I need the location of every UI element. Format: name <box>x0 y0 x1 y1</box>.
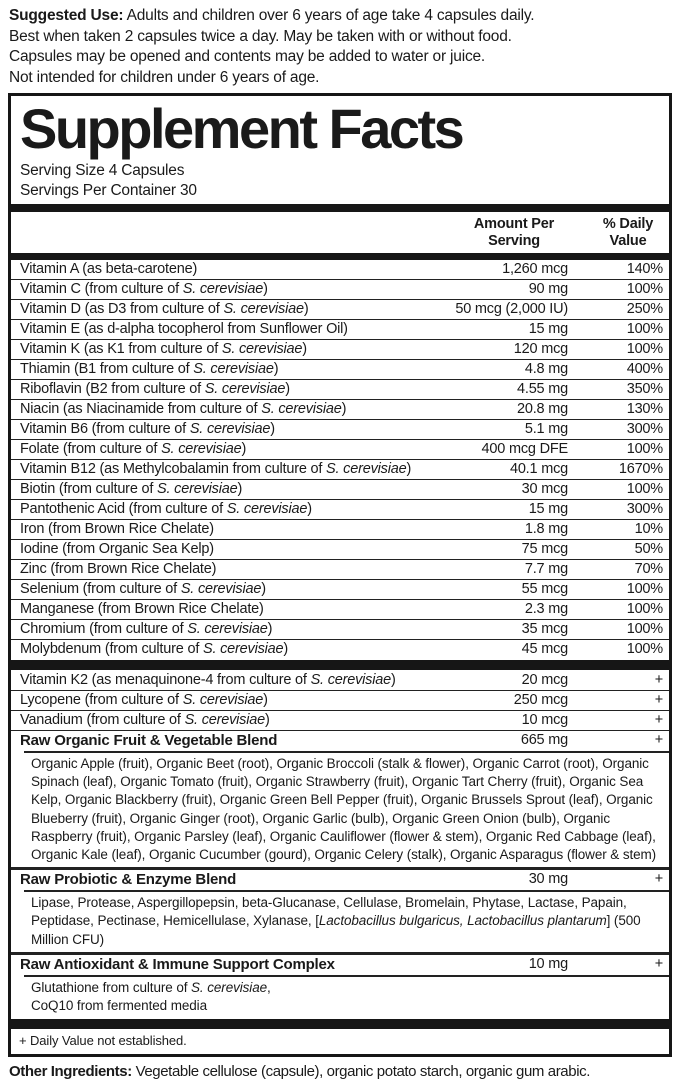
table-row <box>11 952 669 975</box>
row-amount: 45 mcg <box>521 641 568 657</box>
row-amount: 15 mg <box>528 501 568 517</box>
row-amount: 250 mcg <box>513 692 568 708</box>
table-row <box>11 359 669 379</box>
row-daily-value: 300% <box>626 501 663 517</box>
row-name: Biotin (from culture of S. cerevisiae) <box>20 481 243 497</box>
row-daily-value: 300% <box>626 421 663 437</box>
row-name: Vanadium (from culture of S. cerevisiae) <box>20 712 270 728</box>
row-name: Vitamin K2 (as menaquinone-4 from culture of S. cerevisiae) <box>20 672 396 688</box>
row-daily-value: 100% <box>626 641 663 657</box>
table-row <box>11 710 669 730</box>
row-daily-value: + <box>654 692 663 708</box>
row-daily-value: 1670% <box>618 461 663 477</box>
suggested-use-text: Adults and children over 6 years of age take 4 capsules daily. Best when taken 2 capsules twice a day. May be taken with or without food. Capsules may be opened and contents may be added to water or juice. Not intended for children under 6 years of age. <box>9 7 535 86</box>
table-row <box>11 539 669 559</box>
row-amount: 5.1 mg <box>524 421 568 437</box>
row-daily-value: 100% <box>626 441 663 457</box>
row-amount: 1,260 mcg <box>502 261 568 277</box>
row-amount: 30 mcg <box>521 481 568 497</box>
row-name: Vitamin B12 (as Methylcobalamin from culture of S. cerevisiae) <box>20 461 412 477</box>
row-name: Thiamin (B1 from culture of S. cerevisiae) <box>20 361 279 377</box>
servings-per-container: Servings Per Container 30 <box>20 181 197 199</box>
supplement-facts-panel <box>8 93 672 1057</box>
row-name: Chromium (from culture of S. cerevisiae) <box>20 621 273 637</box>
row-name: Selenium (from culture of S. cerevisiae) <box>20 581 266 597</box>
header-divider-bottom <box>11 253 669 260</box>
table-row <box>11 260 669 279</box>
row-daily-value: 350% <box>626 381 663 397</box>
panel-title: Supplement Facts <box>20 97 463 160</box>
other-ingredients <box>8 1062 672 1081</box>
suggested-use <box>8 6 672 88</box>
table-row <box>11 399 669 419</box>
section-divider <box>11 660 669 670</box>
blend-ingredients: Lipase, Protease, Aspergillopepsin, beta-Glucanase, Cellulase, Bromelain, Phytase, Lactase, Papain, Peptidase, Pectinase, Hemicellulase, Xylanase, [Lactobacillus bulgaricus, Lactobacillus plantarum] (500 Million CFU) <box>24 890 669 952</box>
table-row <box>11 439 669 459</box>
facts-rows <box>11 260 669 1029</box>
row-name: Vitamin K (as K1 from culture of S. cerevisiae) <box>20 341 307 357</box>
row-daily-value: 100% <box>626 341 663 357</box>
table-row <box>11 339 669 359</box>
column-header-row <box>11 212 669 253</box>
row-name: Raw Antioxidant & Immune Support Complex <box>20 955 335 973</box>
row-amount: 10 mg <box>528 955 568 972</box>
row-name: Raw Organic Fruit & Vegetable Blend <box>20 732 278 749</box>
row-daily-value: 100% <box>626 601 663 617</box>
row-name: Folate (from culture of S. cerevisiae) <box>20 441 247 457</box>
table-row <box>11 319 669 339</box>
row-name: Iron (from Brown Rice Chelate) <box>20 521 214 537</box>
row-name: Raw Probiotic & Enzyme Blend <box>20 871 237 889</box>
row-daily-value: 130% <box>626 401 663 417</box>
row-daily-value: 100% <box>626 581 663 597</box>
row-name: Vitamin D (as D3 from culture of S. cerevisiae) <box>20 301 309 317</box>
row-name: Zinc (from Brown Rice Chelate) <box>20 561 217 577</box>
table-row <box>11 459 669 479</box>
row-daily-value: + <box>654 955 663 972</box>
row-amount: 20 mcg <box>521 672 568 688</box>
row-amount: 400 mcg DFE <box>481 441 568 457</box>
row-amount: 4.8 mg <box>524 361 568 377</box>
row-name: Lycopene (from culture of S. cerevisiae) <box>20 692 268 708</box>
row-daily-value: 140% <box>626 261 663 277</box>
table-row <box>11 671 669 690</box>
table-row <box>11 519 669 539</box>
row-amount: 665 mg <box>520 732 568 748</box>
row-daily-value: 70% <box>634 561 663 577</box>
column-header-amount: Amount Per Serving <box>473 216 555 249</box>
row-amount: 55 mcg <box>521 581 568 597</box>
row-daily-value: 50% <box>634 541 663 557</box>
table-row <box>11 730 669 751</box>
table-row <box>11 639 669 659</box>
row-amount: 120 mcg <box>513 341 568 357</box>
serving-info <box>11 158 669 204</box>
row-daily-value: 10% <box>634 521 663 537</box>
column-header-daily-value: % Daily Value <box>602 216 654 249</box>
table-row <box>11 279 669 299</box>
row-amount: 7.7 mg <box>524 561 568 577</box>
row-amount: 30 mg <box>528 871 568 888</box>
row-daily-value: 250% <box>626 301 663 317</box>
row-daily-value: 100% <box>626 481 663 497</box>
blend-ingredients: Organic Apple (fruit), Organic Beet (root), Organic Broccoli (stalk & flower), Organic Carrot (root), Organic Spinach (leaf), Organic Tomato (fruit), Organic Strawberry (fruit), Organic Tart Cherry (fruit), Organic Sea Kelp, Organic Blackberry (fruit), Organic Green Bell Pepper (fruit), Organic Brussels Sprout (leaf), Organic Blueberry (fruit), Organic Ginger (root), Organic Garlic (bulb), Organic Green Onion (bulb), Organic Raspberry (fruit), Organic Parsley (leaf), Organic Cauliflower (flower & stem), Organic Red Cabbage (leaf), Organic Kale (leaf), Organic Cucumber (gourd), Organic Celery (stalk), Organic Asparagus (flower & stem) <box>24 751 669 867</box>
table-row <box>11 559 669 579</box>
serving-size: Serving Size 4 Capsules <box>20 162 185 179</box>
daily-value-footnote: + Daily Value not established. <box>19 1033 187 1049</box>
row-name: Molybdenum (from culture of S. cerevisiae) <box>20 641 289 657</box>
row-name: Manganese (from Brown Rice Chelate) <box>20 601 264 617</box>
table-row <box>11 867 669 890</box>
header-divider-top <box>11 204 669 212</box>
row-amount: 10 mcg <box>521 712 568 728</box>
other-ingredients-label: Other Ingredients: <box>9 1063 132 1081</box>
row-daily-value: 400% <box>626 361 663 377</box>
other-ingredients-text: Vegetable cellulose (capsule), organic potato starch, organic gum arabic. <box>131 1063 590 1081</box>
row-name: Riboflavin (B2 from culture of S. cerevisiae) <box>20 381 290 397</box>
section-divider <box>11 1019 669 1029</box>
blend-ingredients: Glutathione from culture of S. cerevisiae, CoQ10 from fermented media <box>24 975 669 1018</box>
row-amount: 1.8 mg <box>524 521 568 537</box>
table-row <box>11 579 669 599</box>
row-amount: 20.8 mg <box>517 401 568 417</box>
row-daily-value: + <box>654 732 663 748</box>
row-amount: 4.55 mg <box>517 381 568 397</box>
row-name: Iodine (from Organic Sea Kelp) <box>20 541 214 557</box>
row-amount: 2.3 mg <box>524 601 568 617</box>
row-amount: 90 mg <box>528 281 568 297</box>
row-daily-value: 100% <box>626 281 663 297</box>
row-daily-value: + <box>654 672 663 688</box>
table-row <box>11 419 669 439</box>
row-amount: 75 mcg <box>521 541 568 557</box>
row-daily-value: 100% <box>626 321 663 337</box>
row-name: Vitamin B6 (from culture of S. cerevisiae) <box>20 421 275 437</box>
row-amount: 35 mcg <box>521 621 568 637</box>
row-amount: 50 mcg (2,000 IU) <box>455 301 568 317</box>
suggested-use-label: Suggested Use: <box>9 7 124 24</box>
row-name: Niacin (as Niacinamide from culture of S. cerevisiae) <box>20 401 347 417</box>
table-row <box>11 499 669 519</box>
table-row <box>11 379 669 399</box>
row-amount: 15 mg <box>528 321 568 337</box>
table-row <box>11 599 669 619</box>
table-row <box>11 299 669 319</box>
row-name: Pantothenic Acid (from culture of S. cerevisiae) <box>20 501 312 517</box>
row-name: Vitamin A (as beta-carotene) <box>20 261 198 277</box>
row-daily-value: + <box>654 712 663 728</box>
row-amount: 40.1 mcg <box>509 461 568 477</box>
row-name: Vitamin C (from culture of S. cerevisiae) <box>20 281 268 297</box>
table-row <box>11 690 669 710</box>
table-row <box>11 619 669 639</box>
row-name: Vitamin E (as d-alpha tocopherol from Sunflower Oil) <box>20 321 348 337</box>
row-daily-value: + <box>654 871 663 888</box>
table-row <box>11 479 669 499</box>
row-daily-value: 100% <box>626 621 663 637</box>
